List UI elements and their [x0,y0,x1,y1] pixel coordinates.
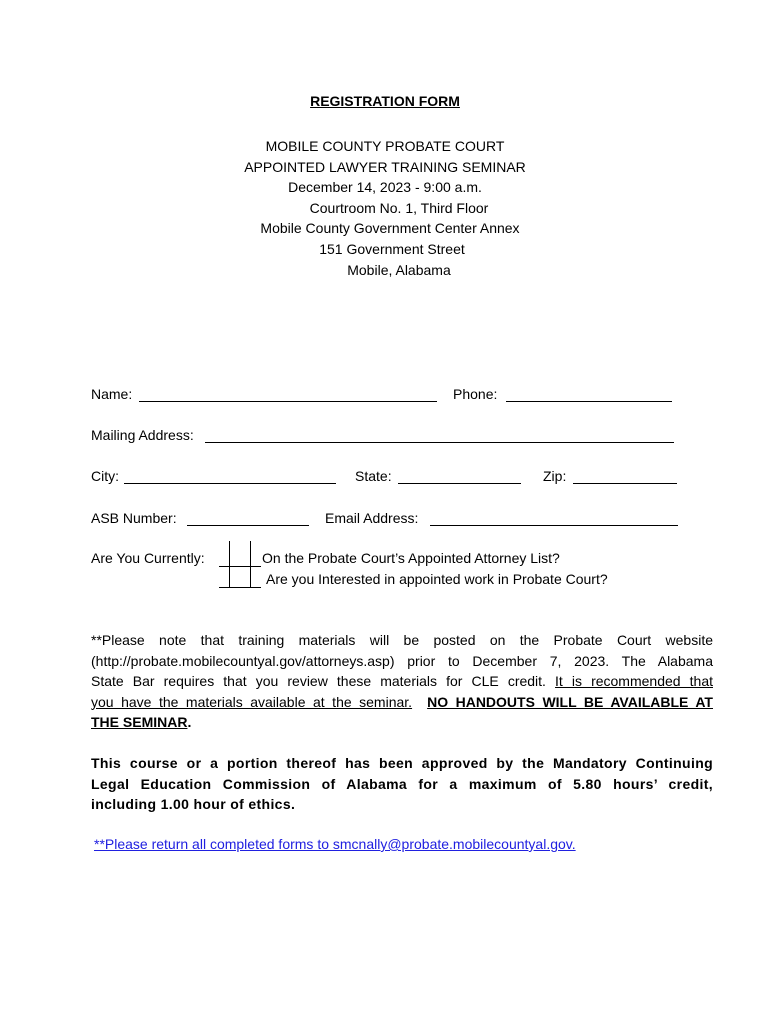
form-title: REGISTRATION FORM [310,93,460,109]
name-field[interactable] [139,386,437,402]
header-line-building: Mobile County Government Center Annex [260,220,520,237]
phone-field[interactable] [506,386,672,402]
header-line-court: MOBILE COUNTY PROBATE COURT [265,138,505,154]
attorney-list-checkbox[interactable] [229,541,251,567]
header-line-room: Courtroom No. 1, Third Floor [309,199,489,216]
state-field[interactable] [398,468,521,484]
currently-label: Are You Currently: [91,550,205,566]
cle-line-3: including 1.00 hour of ethics. [91,796,296,813]
cle-line-2: Legal Education Commission of Alabama for a maximum of 5.80 hours’ credit, [91,775,713,792]
city-field[interactable] [124,468,336,484]
no-handouts-warning: NO HANDOUTS WILL BE AVAILABLE AT [427,693,713,710]
cle-approval-notice [91,753,713,815]
name-label: Name: [91,386,133,402]
state-label: State: [355,468,392,484]
seminar-header [0,136,770,280]
notice-recommendation: It is recommended that [555,673,713,690]
no-handouts-warning-end: THE SEMINAR [91,714,188,731]
header-line-street: 151 Government Street [319,240,465,257]
header-line-date: December 14, 2023 - 9:00 a.m. [288,179,482,196]
materials-notice [91,630,713,733]
notice-line-3 [91,671,713,692]
notice-line-5 [91,712,713,733]
phone-label: Phone: [453,386,498,402]
zip-label: Zip: [543,468,567,484]
interest-checkbox[interactable] [229,566,251,588]
notice-period: . [187,714,192,731]
option-attorney-list: On the Probate Court’s Appointed Attorney List? [262,550,560,566]
notice-line-2: (http://probate.mobilecountyal.gov/attorneys.asp) prior to December 7, 2023. The Alabama [91,652,713,669]
email-field[interactable] [430,510,678,526]
zip-field[interactable] [573,468,677,484]
mailing-address-label: Mailing Address: [91,427,194,443]
asb-number-label: ASB Number: [91,510,177,526]
notice-line-4 [91,692,713,713]
header-line-city: Mobile, Alabama [347,261,451,278]
city-label: City: [91,468,119,484]
option-interest: Are you Interested in appointed work in Probate Court? [266,571,608,587]
asb-number-field[interactable] [187,510,309,526]
email-label: Email Address: [325,510,419,526]
return-forms-email-link[interactable]: **Please return all completed forms to smcnally@probate.mobilecountyal.gov. [94,836,576,852]
header-line-seminar: APPOINTED LAWYER TRAINING SEMINAR [244,158,526,175]
cle-line-1: This course or a portion thereof has been approved by the Mandatory Continuing [91,755,713,771]
notice-line-4a: you have the materials available at the seminar. [91,693,413,710]
notice-line-1: **Please note that training materials will be posted on the Probate Court website [91,632,713,648]
notice-line-3a: State Bar requires that you review these materials for CLE credit. [91,673,556,690]
mailing-address-field[interactable] [205,427,674,443]
